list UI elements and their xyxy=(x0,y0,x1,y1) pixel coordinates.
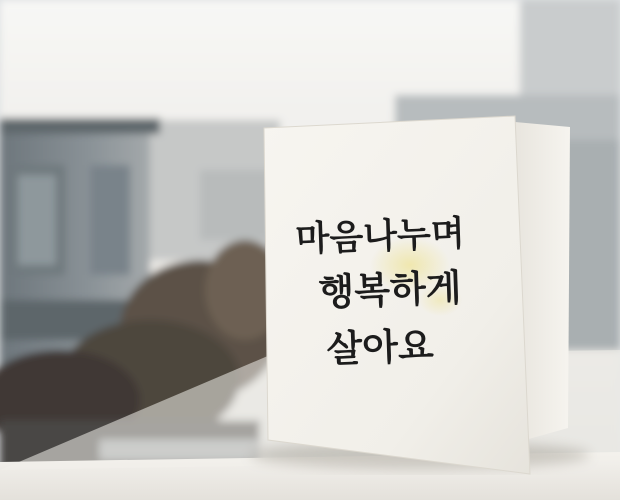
calligraphy-line-2: 행복하게 xyxy=(317,265,463,315)
calligraphy-line-3: 살아요 xyxy=(325,323,435,371)
calligraphy-line-1: 마음나누며 xyxy=(294,213,466,260)
greeting-card xyxy=(264,116,570,474)
